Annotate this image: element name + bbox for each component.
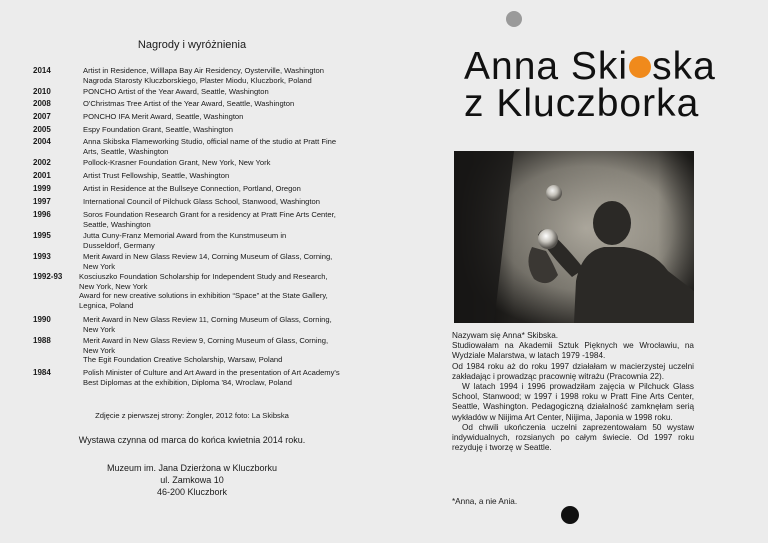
award-year: 2004	[33, 137, 51, 146]
artist-origin: z Kluczborka	[464, 82, 700, 125]
award-text: Jutta Cuny-Franz Memorial Award from the Kunstmuseum in Dusseldorf, Germany	[83, 231, 287, 250]
award-year: 1990	[33, 315, 51, 324]
bio-workshops: W latach 1994 i 1996 prowadziłam zajęcia w Pilchuck Glass School, Stanwood; w 1997 i 1998 roku w Pratt Fine Arts Center, Seattle, Washington. Pedagogiczną działalność zamknęłam serią wykładów w Niijima Art Center, Niijima, Japonia w 1998 roku.	[452, 382, 694, 422]
awards-title: Nagrody i wyróżnienia	[137, 39, 247, 51]
black-dot-icon	[561, 506, 579, 524]
award-text: Pollock-Krasner Foundation Grant, New York, New York	[83, 158, 271, 167]
award-text: Kosciuszko Foundation Scholarship for Independent Study and Research, New York, New York Award for new creative solutions in exhibition “Space” at the State Gallery, Legnica, Poland	[79, 272, 328, 310]
shadow-photo-image	[454, 151, 694, 323]
artist-name	[464, 47, 716, 87]
exhibition-dates: Wystawa czynna od marca do końca kwietnia 2014 roku.	[78, 435, 306, 445]
award-year: 2008	[33, 99, 51, 108]
award-year: 2007	[33, 112, 51, 121]
award-year: 2001	[33, 171, 51, 180]
award-text: Artist Trust Fellowship, Seattle, Washington	[83, 171, 230, 180]
award-text: International Council of Pilchuck Glass School, Stanwood, Washington	[83, 197, 320, 206]
award-year: 1995	[33, 231, 51, 240]
award-text: Polish Minister of Culture and Art Award in the presentation of Art Academy's Best Diplomas at the exhibition, Diploma '84, Wroclaw, Poland	[83, 368, 340, 387]
bio-teaching: Od 1984 roku aż do roku 1997 działałam w macierzystej uczelni zakładając i prowadząc pracownię witrażu (Pracownia 22).	[452, 361, 694, 381]
award-year: 1999	[33, 184, 51, 193]
award-text: Artist in Residence at the Bullseye Connection, Portland, Oregon	[83, 184, 301, 193]
award-year: 1988	[33, 336, 51, 345]
bio-footnote: *Anna, a nie Ania.	[452, 497, 518, 506]
bio-intro: Nazywam się Anna* Skibska.	[452, 331, 559, 340]
award-text: Merit Award in New Glass Review 11, Corning Museum of Glass, Corning, New York	[83, 315, 332, 334]
award-year: 1997	[33, 197, 51, 206]
artist-name-part1: Anna Ski	[464, 45, 629, 88]
award-year: 1996	[33, 210, 51, 219]
artist-name-part2: ska	[652, 45, 716, 88]
museum-address	[0, 462, 384, 498]
award-text: Soros Foundation Research Grant for a residency at Pratt Fine Arts Center, Seattle, Washington	[83, 210, 336, 229]
museum-city: 46-200 Kluczbork	[156, 487, 228, 497]
shadow-photo	[454, 151, 694, 323]
biography	[452, 331, 694, 453]
award-text: Merit Award in New Glass Review 9, Corning Museum of Glass, Corning, New York The Egit Foundation Creative Scholarship, Warsaw, Poland	[83, 336, 329, 365]
award-text: O'Christmas Tree Artist of the Year Award, Seattle, Washington	[83, 99, 295, 108]
award-text: PONCHO Artist of the Year Award, Seattle, Washington	[83, 87, 269, 96]
award-year: 1993	[33, 252, 51, 261]
award-year: 1992-93	[33, 272, 63, 281]
award-text: Artist in Residence, Willlapa Bay Air Residency, Oysterville, Washington Nagroda Starosty Kluczborskiego, Plaster Miodu, Kluczbork, Poland	[83, 66, 324, 85]
award-year: 2005	[33, 125, 51, 134]
bio-studies: Studiowałam na Akademii Sztuk Pięknych we Wrocławiu, na Wydziale Malarstwa, w latach 1979 -1984.	[452, 341, 694, 361]
grey-dot-icon	[506, 11, 522, 27]
award-year: 2014	[33, 66, 51, 75]
award-text: Espy Foundation Grant, Seattle, Washington	[83, 125, 233, 134]
photo-credit: Zdjęcie z pierwszej strony: Żongler, 2012 foto: La Skibska	[95, 411, 289, 420]
award-text: Merit Award in New Glass Review 14, Corning Museum of Glass, Corning, New York	[83, 252, 333, 271]
award-year: 1984	[33, 368, 51, 377]
orange-dot-icon	[629, 56, 651, 78]
award-year: 2002	[33, 158, 51, 167]
bio-exhibitions: Od chwili ukończenia uczelni zaprezentowałam 50 wystaw indywidualnych, rozsianych po całym świecie. Od 1997 roku rezyduję i tworzę w Seattle.	[452, 422, 694, 453]
award-text: PONCHO IFA Merit Award, Seattle, Washington	[83, 112, 244, 121]
award-text: Anna Skibska Flameworking Studio, official name of the studio at Pratt Fine Arts, Seattle, Washington	[83, 137, 337, 156]
museum-name: Muzeum im. Jana Dzierżona w Kluczborku	[106, 463, 278, 473]
award-year: 2010	[33, 87, 51, 96]
museum-street: ul. Zamkowa 10	[160, 475, 224, 485]
